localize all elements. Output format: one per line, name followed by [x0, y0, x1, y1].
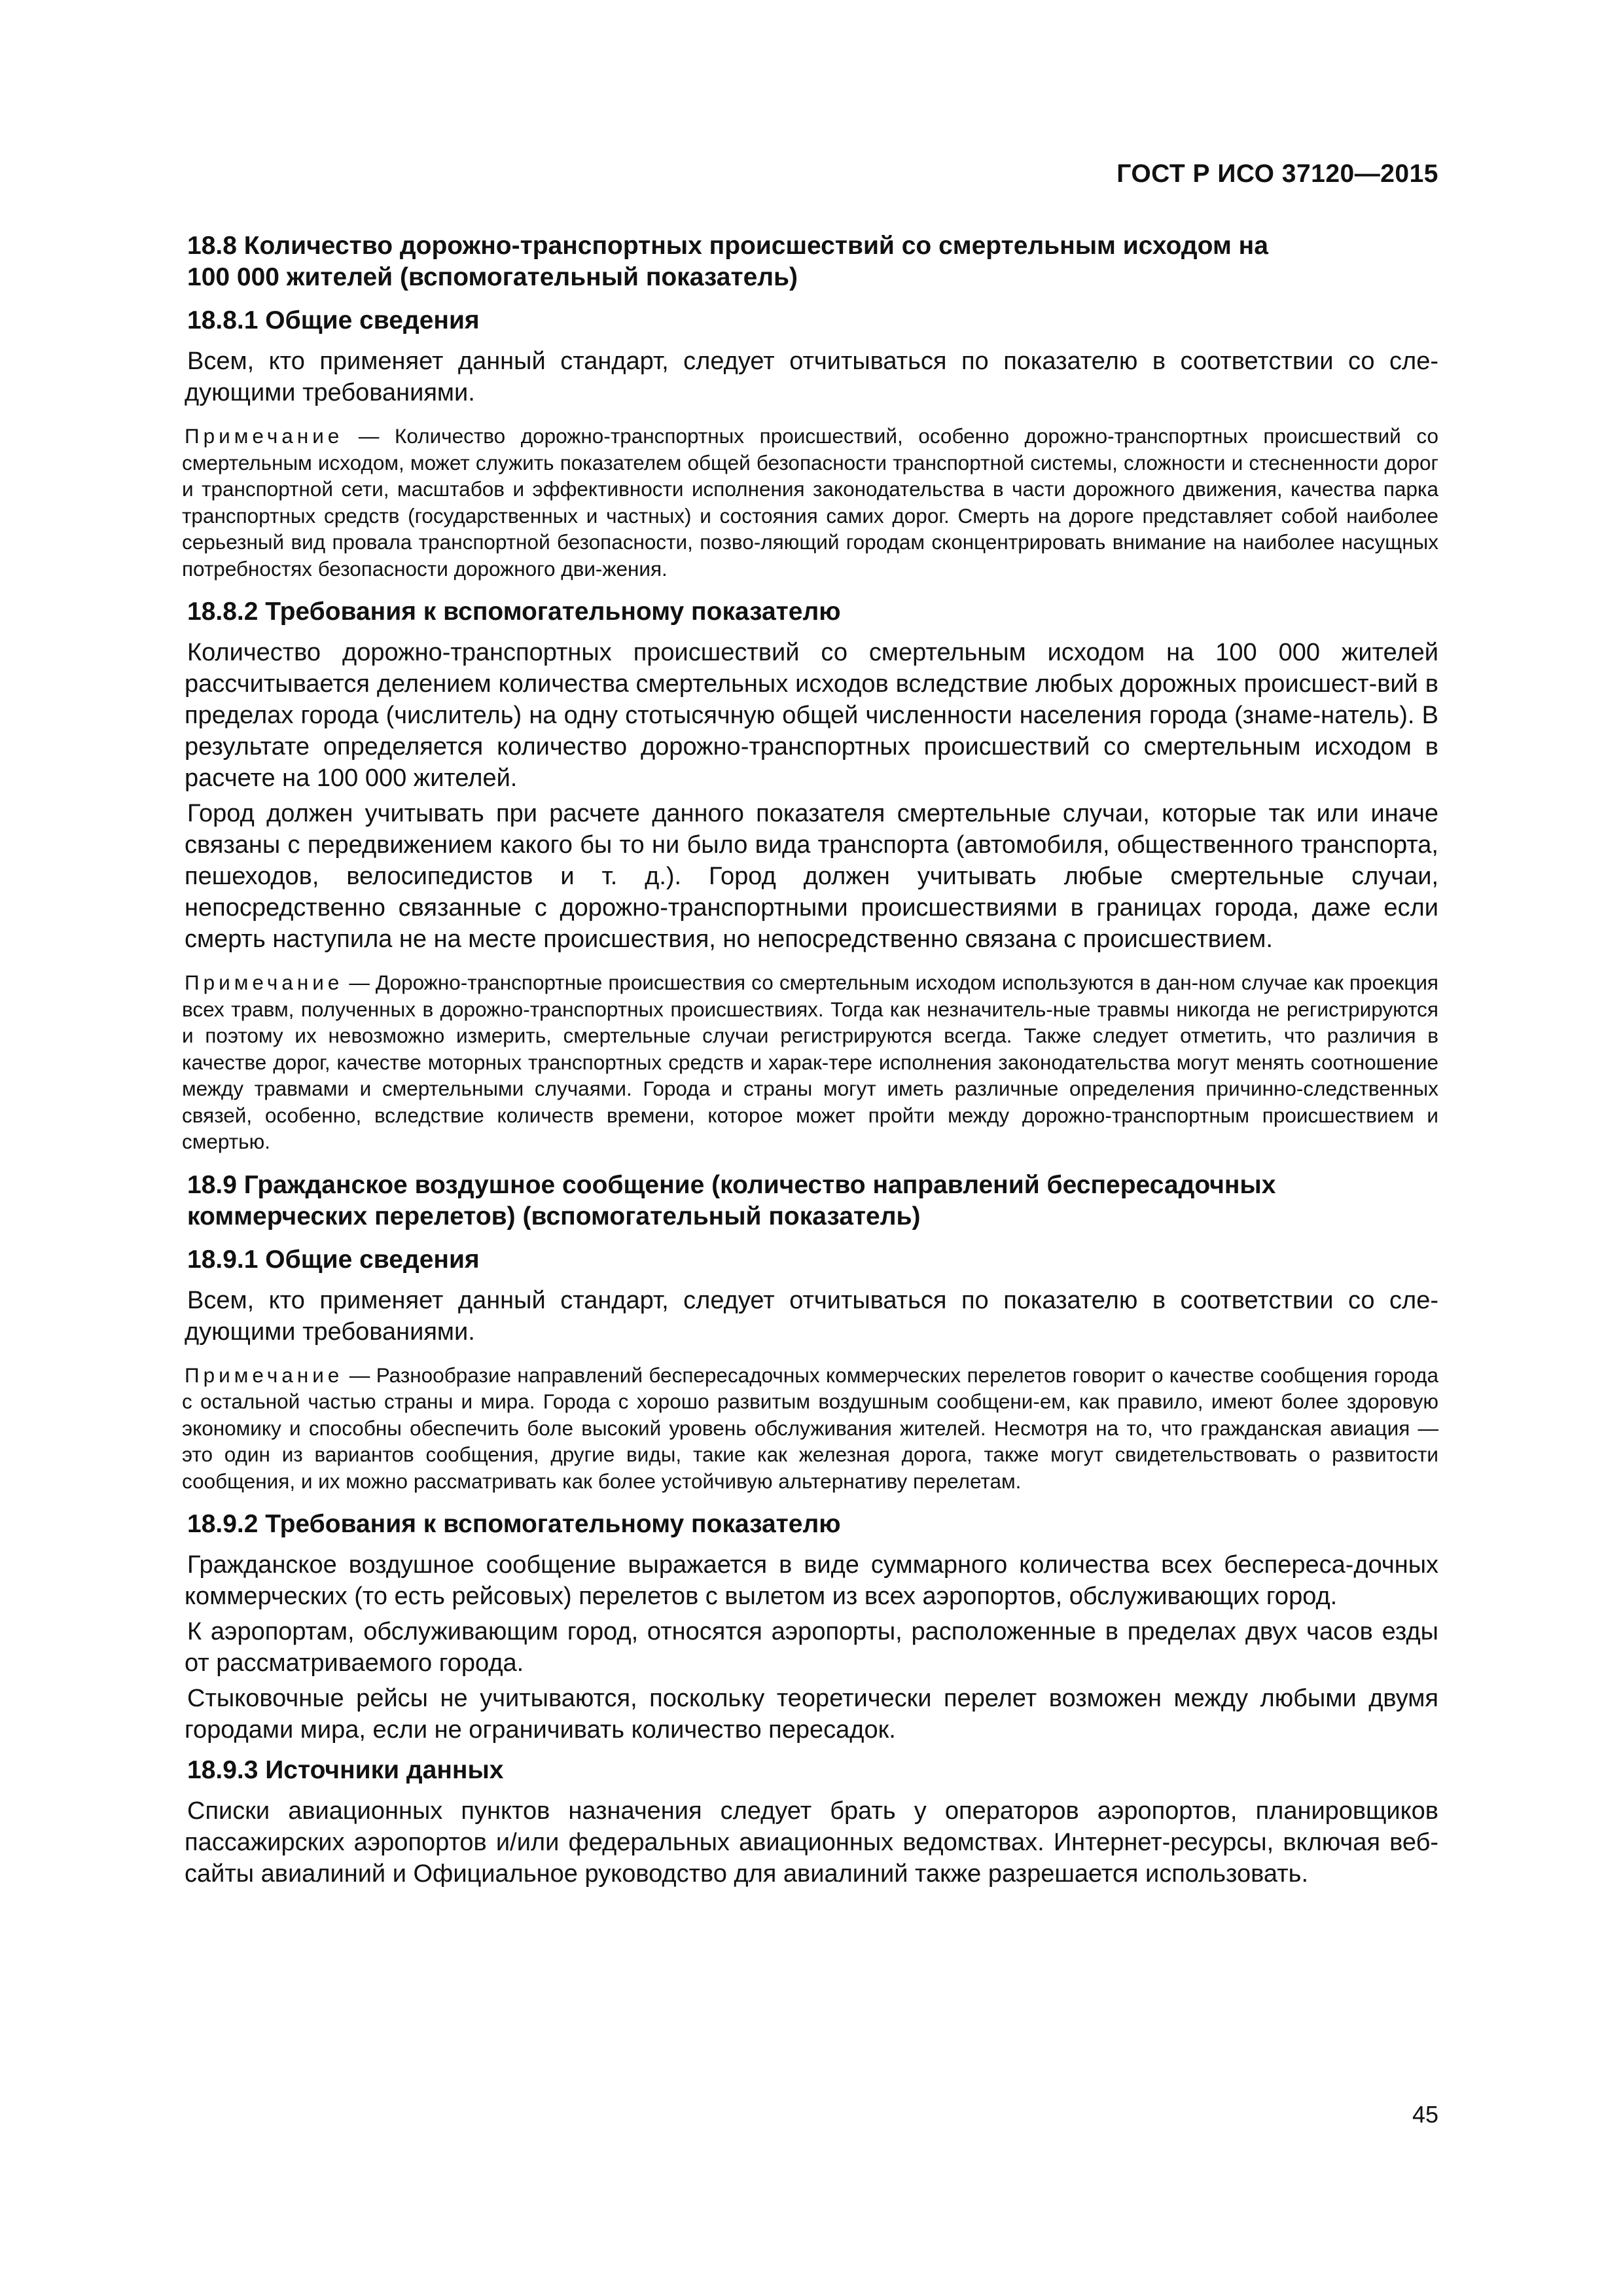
- section-18-8-title: [185, 230, 1438, 293]
- section-18-9-2-paragraph-1: Гражданское воздушное сообщение выражается в виде суммарного количества всех беспереса-дочных коммерческих (то есть рейсовых) перелетов с вылетом из всех аэропортов, обслуживающих город.: [185, 1551, 1438, 1610]
- section-18-9-2-paragraph-2: К аэропортам, обслуживающим город, относятся аэропорты, расположенные в пределах двух часов езды от рассматриваемого города.: [185, 1618, 1438, 1677]
- standard-header: ГОСТ Р ИСО 37120—2015: [1116, 160, 1438, 188]
- note-text: — Количество дорожно-транспортных происшествий, особенно дорожно-транспортных происшествий со смертельным исходом, может служить показателем общей безопасности транспортной системы, сложности и стесненности дорог и транспортной сети, масштабов и эффективности исполнения законодательства в части дорожного движения, качества парка транспортных средств (государственных и частных) и состояния самих дорог. Смерть на дороге представляет собой наиболее серьезный вид провала транспортной безопасности, позво-ляющий городам сконцентрировать внимание на наиболее насущных потребностях безопасности дорожного дви-жения.: [182, 424, 1438, 581]
- note-text: — Разнообразие направлений беспересадочных коммерческих перелетов говорит о качестве сообщения города с остальной частью страны и мира. Города с хорошо развитым воздушным сообщени-ем, как правило, имеют более здоровую экономику и способны обеспечить боле высокий уровень обслуживания жителей. Несмотря на то, что гражданская авиация — это один из вариантов сообщения, другие виды, такие как железная дорога, также могут свидетельствовать о развитости сообщения, и их можно рассматривать как более устойчивую альтернативу перелетам.: [182, 1363, 1438, 1493]
- section-18-8-1-note: [182, 423, 1438, 582]
- section-18-8-2-title: 18.8.2 Требования к вспомогательному показателю: [187, 598, 841, 626]
- section-18-9-2-paragraph-3: Стыковочные рейсы не учитываются, поскольку теоретически перелет возможен между любыми двумя городами мира, если не ограничивать количество пересадок.: [185, 1685, 1438, 1744]
- note-text: — Дорожно-транспортные происшествия со смертельным исходом используются в дан-ном случае как проекция всех травм, полученных в дорожно-транспортных происшествиях. Тогда как незначитель-ные травмы никогда не регистрируются и поэтому их невозможно измерить, смертельные случаи регистрируются всегда. Также следует отметить, что различия в качестве дорог, качестве моторных транспортных средств и харак-тере исполнения законодательства могут менять соотношение между травмами и смертельными случаями. Города и страны могут иметь различные определения причинно-следственных связей, особенно, вследствие количеств времени, которое может пройти между дорожно-транспортным происшествием и смертью.: [182, 971, 1438, 1153]
- section-18-8-2-paragraph-2: Город должен учитывать при расчете данного показателя смертельные случаи, которые так или иначе связаны с передвижением какого бы то ни было вида транспорта (автомобиля, общественного транспорта, пешеходов, велосипедистов и т. д.). Город должен учитывать любые смертельные случаи, непосредственно связанные с дорожно-транспортными происшествиями в границах города, даже если смерть наступила не на месте происшествия, но непосредственно связана с происшествием.: [185, 800, 1438, 953]
- note-label: Примечание: [185, 424, 344, 448]
- section-18-8-2-paragraph-1: Количество дорожно-транспортных происшествий со смертельным исходом на 100 000 жителей рассчитывается делением количества смертельных исходов вследствие любых дорожных происшест-вий в пределах города (числитель) на одну стотысячную общей численности населения города (знаме-натель). В результате определяется количество дорожно-транспортных происшествий со смертельным исходом в расчете на 100 000 жителей.: [185, 639, 1438, 792]
- section-18-9-2-title: 18.9.2 Требования к вспомогательному показателю: [187, 1510, 841, 1538]
- section-18-9-title-line1: 18.9 Гражданское воздушное сообщение (количество направлений беспересадочных: [187, 1170, 1276, 1199]
- section-18-9-1-note: [182, 1362, 1438, 1495]
- section-18-9-1-title: 18.9.1 Общие сведения: [187, 1245, 480, 1274]
- section-18-8-2-note: [182, 969, 1438, 1155]
- page-number: 45: [1412, 2101, 1438, 2128]
- section-18-8-title-line1: 18.8 Количество дорожно-транспортных происшествий со смертельным исходом на: [187, 232, 1268, 260]
- section-18-8-title-line2: 100 000 жителей (вспомогательный показатель): [187, 263, 798, 291]
- section-18-8-1-title: 18.8.1 Общие сведения: [187, 306, 480, 334]
- section-18-9-3-title: 18.9.3 Источники данных: [187, 1756, 504, 1784]
- note-label: Примечание: [185, 1363, 344, 1387]
- section-18-8-1-paragraph: Всем, кто применяет данный стандарт, следует отчитываться по показателю в соответствии со сле-дующими требованиями.: [185, 348, 1438, 406]
- section-18-9-title-line2: коммерческих перелетов) (вспомогательный показатель): [187, 1202, 921, 1230]
- note-label: Примечание: [185, 971, 344, 994]
- section-18-9-1-paragraph: Всем, кто применяет данный стандарт, следует отчитываться по показателю в соответствии со сле-дующими требованиями.: [185, 1286, 1438, 1346]
- section-18-9-title: [185, 1170, 1438, 1232]
- section-18-9-3-paragraph: Списки авиационных пунктов назначения следует брать у операторов аэропортов, планировщиков пассажирских аэропортов и/или федеральных авиационных ведомствах. Интернет-ресурсы, включая веб-сайты авиалиний и Официальное руководство для авиалиний также разрешается использовать.: [185, 1797, 1438, 1888]
- page-content: [182, 230, 1438, 1893]
